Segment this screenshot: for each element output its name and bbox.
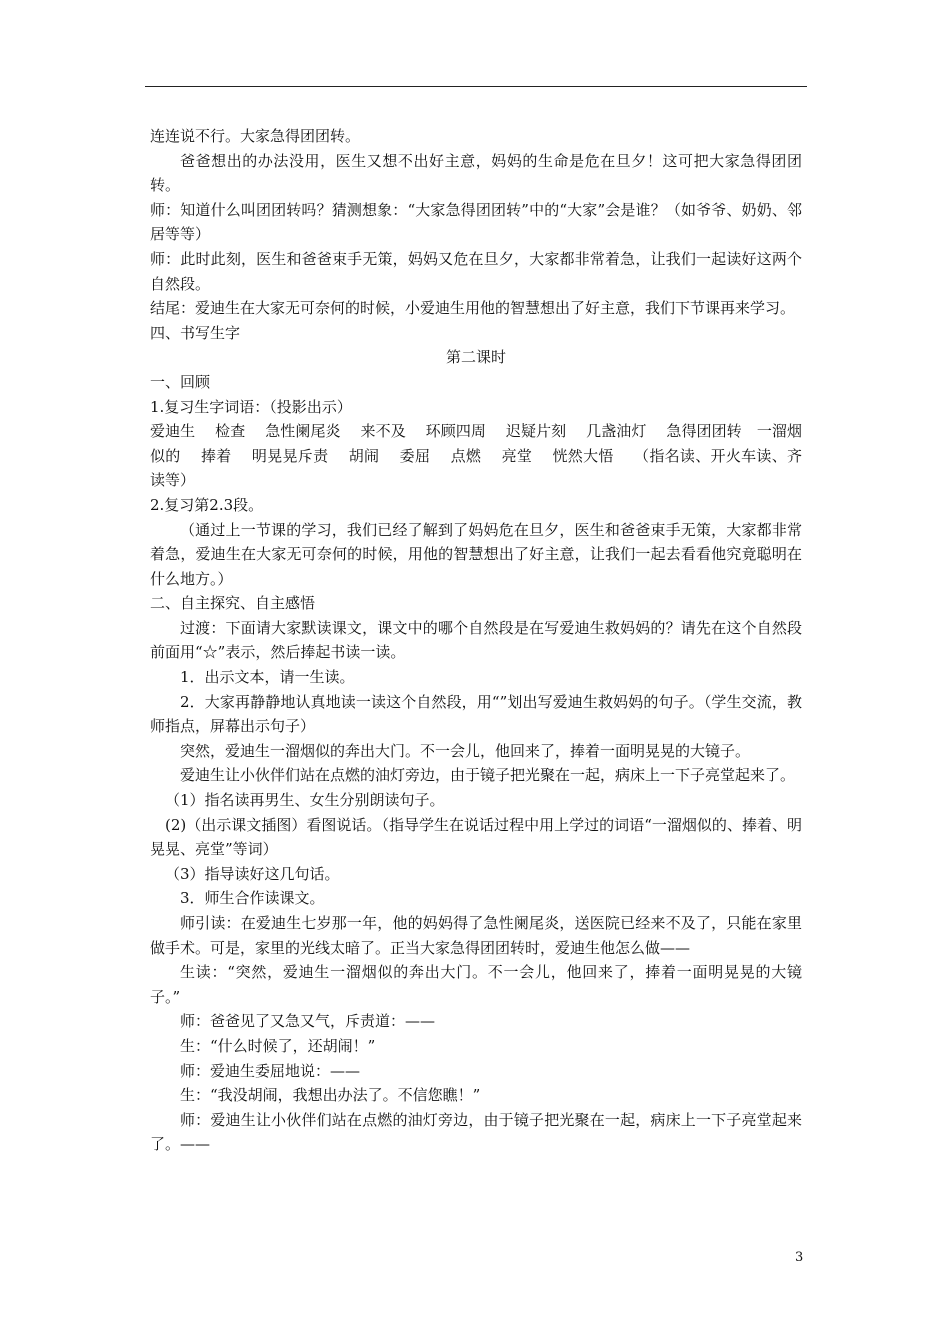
paragraph: 生：“我没胡闹，我想出办法了。不信您瞧！” [180,1086,481,1105]
quoted-sentence: 突然，爱迪生一溜烟似的奔出大门。不一会儿，他回来了，捧着一面明晃晃的大镜子。 [180,741,751,760]
paragraph: 生读：“突然，爱迪生一溜烟似的奔出大门。不一会儿，他回来了，捧着一面明晃晃的大镜子。” [150,963,802,1006]
paragraph: 师引读：在爱迪生七岁那一年，他的妈妈得了急性阑尾炎，送医院已经来不及了，只能在家里做手术。可是，家里的光线太暗了。正当大家急得团团转时，爱迪生他怎么做—— [150,914,802,957]
paragraph: 师：此时此刻，医生和爸爸束手无策，妈妈又危在旦夕，大家都非常着急，让我们一起读好这两个自然段。 [150,249,802,293]
quoted-sentence: 爱迪生让小伙伴们站在点燃的油灯旁边，由于镜子把光聚在一起，病床上一下子亮堂起来了。 [180,766,796,785]
paragraph: 结尾：爱迪生在大家无可奈何的时候，小爱迪生用他的智慧想出了好主意，我们下节课再来学习。 [150,299,796,318]
paragraph: （1）指名读再男生、女生分别朗读句子。 [165,791,445,810]
paragraph: 师：爸爸见了又急又气，斥责道：—— [180,1012,436,1031]
paragraph: 师：知道什么叫团团转吗？猜测想象：“大家急得团团转”中的“大家”会是谁？（如爷爷、奶奶、邻居等等） [150,200,802,244]
paragraph: 师：爱迪生委屈地说：—— [180,1061,361,1080]
paragraph: （3）指导读好这几句话。 [165,864,340,883]
paragraph: 师：爱迪生让小伙伴们站在点燃的油灯旁边，由于镜子把光聚在一起，病床上一下子亮堂起来了。—— [150,1110,802,1154]
paragraph: 爸爸想出的办法没用，医生又想不出好主意，妈妈的生命是危在旦夕！这可把大家急得团团转。 [150,151,802,195]
page-number: 3 [795,1250,804,1265]
paragraph: 2．大家再静静地认真地读一读这个自然段，用“”划出写爱迪生救妈妈的句子。（学生交流，教师指点，屏幕出示句子） [150,692,802,736]
paragraph: 1.复习生字词语：（投影出示） [150,397,352,416]
paragraph: 2.复习第2.3段。 [150,495,264,514]
lesson-title: 第二课时 [445,348,506,367]
section-heading: 四、书写生字 [150,323,241,342]
paragraph: 3．师生合作读课文。 [180,889,325,908]
paragraph: 1．出示文本，请一生读。 [180,668,355,687]
paragraph: 生：“什么时候了，还胡闹！” [180,1036,376,1055]
vocabulary-list: 爱迪生 检查 急性阑尾炎 来不及 环顾四周 迟疑片刻 几盏油灯 急得团团转 一溜烟似的 捧着 明晃晃斥责 胡闹 委屈 点燃 亮堂 恍然大悟 （指名读、开火车读、齐读等） [150,422,802,490]
paragraph: 连连说不行。大家急得团团转。 [150,127,361,145]
document-body [150,124,802,1157]
section-heading: 一、回顾 [150,372,211,391]
section-heading: 二、自主探究、自主感悟 [150,594,316,613]
header-rule [145,86,807,87]
paragraph: 过渡：下面请大家默读课文，课文中的哪个自然段是在写爱迪生救妈妈的？请先在这个自然段前面用“☆”表示，然后捧起书读一读。 [150,618,802,662]
paragraph: （通过上一节课的学习，我们已经了解到了妈妈危在旦夕，医生和爸爸束手无策，大家都非常着急，爱迪生在大家无可奈何的时候，用他的智慧想出了好主意，让我们一起去看看他究竟聪明在什么地方。） [150,520,802,588]
paragraph: (2)（出示课文插图）看图说话。（指导学生在说话过程中用上学过的词语“一溜烟似的、捧着、明晃晃、亮堂”等词） [150,815,802,859]
